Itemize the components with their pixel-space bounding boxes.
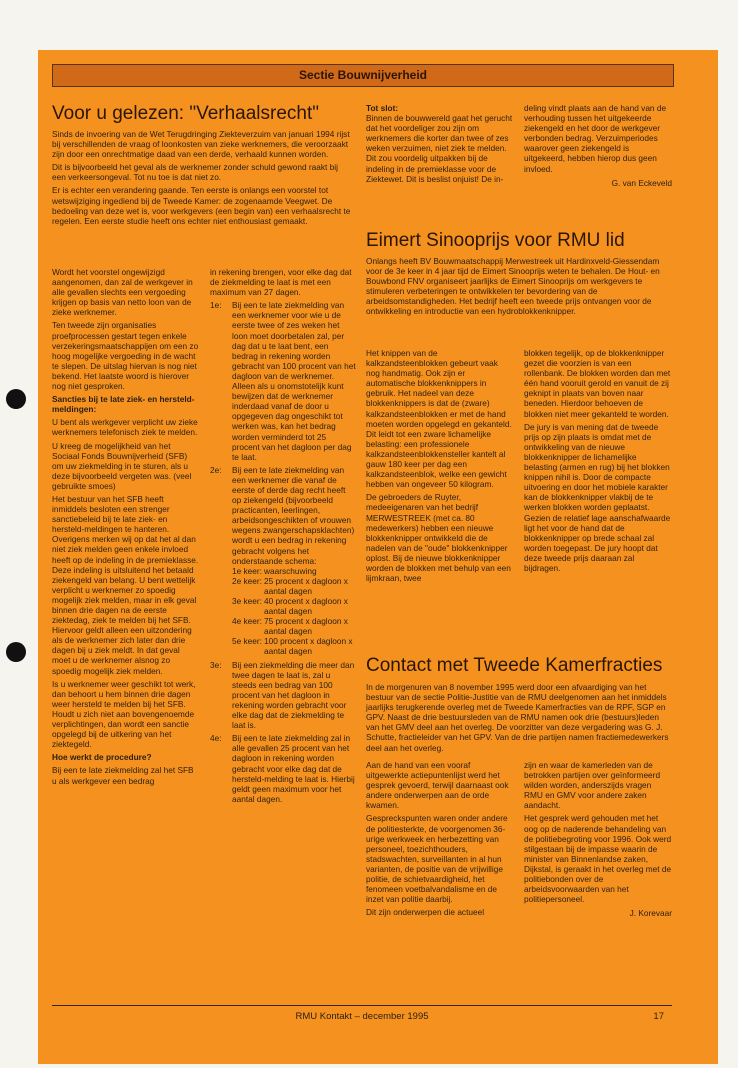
article-title-eimert-sinooprijs: Eimert Sinooprijs voor RMU lid	[366, 230, 625, 251]
paragraph: U kreeg de mogelijkheid van het Sociaal Fonds Bouwnijverheid (SFB) om uw ziekmelding in te sturen, als u deze bijvoorbeeld vergeten was. (veel gebruikte smoes)	[52, 440, 192, 491]
signature: G. van Eckeveld	[611, 177, 672, 188]
schema-row: 2e keer: 25 procent x dagloon x aantal dagen	[232, 575, 348, 596]
paragraph: deling vindt plaats aan de hand van de verhouding tussen het uitgekeerde ziekengeld en het door de werkgever verbonden bedrag. Verzuimperiodes waarover geen ziekengeld is uitgekeerd, hebben hierop dus geen invloed.	[524, 103, 667, 174]
article3-column-2	[524, 760, 672, 918]
article-title-tweede-kamerfracties: Contact met Tweede Kamerfracties	[366, 655, 663, 676]
article1-column-1	[52, 267, 200, 789]
schema-row: 5e keer: 100 procent x dagloon x aantal dagen	[232, 636, 353, 657]
subheading: Hoe werkt de procedure?	[52, 752, 152, 763]
paragraph: Binnen de bouwwereld gaat het gerucht dat het voordeliger zou zijn om werknemers die korter dan twee of zes weken verzuimen, niet ziek te melden. Dit zou voordelig uitpakken bij de indeling in de premieklasse voor de Ziektewet. Dit is beslist onjuist! De in-	[366, 113, 513, 184]
paragraph: De jury is van mening dat de tweede prijs op zijn plaats is omdat met de ontwikkeling van de nieuwe blokkenknipper de lichamelijke belasting (armen en rug) bij het blokken knippen nihil is. Door de compacte uitvoering en door het mobiele karakter kan de blokkenknipper vlakbij de te werken blokken worden geplaatst. Gezien de relatief lage aanschafwaarde ligt het voor de hand dat de blokkenknipper op brede schaal zal worden toegepast. De jury hoopt dat deze tweede prijs daaraan zal bijdragen.	[524, 421, 671, 573]
schema-row: 4e keer: 75 procent x dagloon x aantal dagen	[232, 616, 348, 637]
article-intro	[366, 682, 672, 756]
paragraph: Is u werknemer weer geschikt tot werk, dan behoort u hem binnen drie dagen weer hersteld te melden bij het SFB. Houdt u zich niet aan bovengenoemde verplichtingen, dan wordt een sanctie opgelegd bij de uitkering van het ziektegeld.	[52, 678, 196, 750]
paragraph: De gebroeders de Ruyter, medeeigenaren van het bedrijf MERWESTREEK (met ca. 80 medewerkers) hebben een nieuwe blokkenknipper ontwikkeld die de nadelen van de "oude" blokkenknipper oplost. Bij de nieuwe blokkenknipper worden de blokken met behulp van een lijmkraan, twee	[366, 492, 511, 584]
list-item	[210, 660, 356, 731]
article-intro	[52, 129, 352, 229]
schema-row: 3e keer: 40 procent x dagloon x aantal dagen	[232, 596, 348, 617]
paragraph: In de morgenuren van 8 november 1995 werd door een afvaardiging van het bestuur van de sectie Politie-Justitie van de RMU deelgenomen aan het inmiddels jaarlijks terugkerende overleg met de Tweede Kamerfracties van de RPF, SGP en GPV. Naast de drie bestuursleden van de RMU namen ook drie (bestuurs)leden van het GMV deel aan het overleg. De voorzitter van deze vergadering was G. J. Schutte, fractieleider van het GPV. Van de drie partijen namen fractiemedewerkers deel aan het overleg.	[366, 682, 669, 753]
signature: J. Korevaar	[629, 908, 672, 919]
paragraph: Ten tweede zijn organisaties proefprocessen gestart tegen enkele verzekeringsmaatschappijen om een zo hoog mogelijke vergoeding in de wacht te slepen. De uitslag hiervan is nog niet bekend. Het laatste woord is hierover nog niet gesproken.	[52, 320, 199, 392]
item-text: Bij een ziekmelding die meer dan twee dagen te laat is, zal u steeds een bedrag van 100 procent van het dagloon in rekening worden gebracht voor elke dag dat de ziekmelding te laat is.	[232, 659, 355, 731]
item-text: Bij een te late ziekmelding van een werknemer voor wie u de eerste twee of zes weken het loon moet doorbetalen zal, per dag dat u te laat bent, een bedrag in rekening worden gebracht van 100 procent van het dagloon van de werknemer. Alleen als u onomstotelijk kunt bewijzen dat de werknemer inderdaad vanaf de door u opgegeven dag ongeschikt tot werken was, kan het bedrag worden verminderd tot 25 procent van het dagloon per dag te laat.	[232, 300, 356, 462]
article3-column-1	[366, 760, 514, 920]
article-intro	[366, 256, 672, 320]
tot-slot-column-2	[524, 103, 672, 188]
list-item	[210, 465, 356, 657]
paragraph: Het bestuur van het SFB heeft inmiddels besloten een strenger sanctiebeleid bij te late ziek- en hersteld-meldingen te hanteren. Overigens merken wij op dat het al dan niet ziek melden geen enkele invloed heeft op de indeling in de premieklasse. Deze indeling is uitsluitend het betaald ziekengeld van belang. U bent wettelijk verplicht u werknemer zo spoedig mogelijk ziek melden, maar in elk geval binnen drie dagen na de eerste ziektedag, ziek te melden bij het SFB. Hiervoor geldt alleen een uitzondering als de werknemer zich later dan drie dagen bij u ziek meldt. In dat geval moet u de werknemer alsnog zo spoedig mogelijk ziek melden.	[52, 493, 199, 676]
paragraph: zijn en waar de kamerleden van de betrokken partijen over geïnformeerd wilden worden, anderszijds vragen RMU en GMV voor andere zaken aandacht.	[524, 760, 661, 811]
paragraph: Sinds de invoering van de Wet Terugdringing Ziekteverzuim van januari 1994 rijst bij verschillenden de vraag of loonkosten van zieke werknemers, die veroorzaakt zijn door een onrechtmatige daad van een derde, verhaald kunnen worden.	[52, 129, 350, 160]
paragraph: Aan de hand van een vooraf uitgewerkte actiepuntenlijst werd het gesprek gevoerd, terwijl daarnaast ook andere onderwerpen aan de orde kwamen.	[366, 760, 509, 811]
item-number: 3e:	[210, 659, 222, 670]
paragraph: in rekening brengen, voor elke dag dat de ziekmelding te laat is met een maximum van 27 dagen.	[210, 267, 352, 298]
footer-rule	[52, 1005, 672, 1006]
page-footer	[52, 1011, 672, 1022]
item-number: 2e:	[210, 464, 222, 475]
footer-publication: RMU Kontakt – december 1995	[295, 1011, 429, 1022]
punch-hole	[6, 642, 26, 662]
paragraph: Dit is bijvoorbeeld het geval als de werknemer zonder schuld gewond raakt bij een verkeersongeval. Tot nu toe is dat niet zo.	[52, 162, 338, 183]
paragraph: Het knippen van de kalkzandsteenblokken gebeurt vaak nog handmatig. Ook zijn er automatische blokkenknippers in gebruik. Het nadeel van deze blokkenknippers is dat de (zware) kalkzandsteenblokken er met de hand moeten worden opgelegd en gekanteld. Dit leidt tot een zware lichamelijke belasting: een professionele kalkzandsteenblokkensteller kantelt al gauw 180 keer per dag een kalkzandsteenblok, welke een gewicht hebben van ongeveer 50 kilogram.	[366, 348, 512, 490]
article2-column-2	[524, 348, 672, 576]
punch-hole	[6, 389, 26, 409]
schema-row: 1e keer: waarschuwing	[232, 565, 317, 576]
article2-column-1	[366, 348, 514, 586]
list-item	[210, 733, 356, 804]
paragraph: Onlangs heeft BV Bouwmaatschappij Merwestreek uit Hardinxveld-Giessendam voor de 3e keer in 4 jaar tijd de Eimert Sinooprijs weten te behalen. De Hout- en Bouwbond FNV organiseert jaarlijks de Eimert Sinooprijs om werkgevers te stimuleren verbeteringen te ontwikkelen ter bevordering van de arbeidsomstandigheden. Het bedrijf heeft een tweede prijs ontvangen voor de ontwikkeling en introductie van een hydroblokkenknipper.	[366, 256, 660, 317]
article-title-verhaalsrecht: Voor u gelezen: "Verhaalsrecht"	[52, 103, 319, 124]
item-text: Bij een te late ziekmelding zal in alle gevallen 25 procent van het dagloon in rekening worden gebracht voor elke dag dat de hersteld-melding te laat is. Hierbij geldt geen maximum voor het aantal dagen.	[232, 733, 355, 804]
item-number: 1e:	[210, 300, 222, 311]
subheading: Sancties bij te late ziek- en hersteld-meldingen:	[52, 394, 195, 415]
tot-slot-column-1	[366, 103, 514, 187]
list-item	[210, 300, 356, 462]
item-text: Bij een te late ziekmelding van een werknemer die vanaf de eerste of derde dag recht heeft op ziekengeld (bijvoorbeeld practicanten, leerlingen, arbeidsongeschikten of vrouwen wegens zwangerschapsklachten) wordt u een bedrag in rekening gebracht volgens het onderstaande schema:	[232, 464, 355, 566]
page-number: 17	[653, 1011, 664, 1022]
paragraph: blokken tegelijk, op de blokkenknipper gezet die voorzien is van een rollenbank. De blokken worden dan met één hand vooruit gerold en vanuit de zij geknipt in plaats van boven naar beneden. Hierdoor behoeven de blokken niet meer gekanteld te worden.	[524, 348, 671, 419]
paragraph: Gespreckspunten waren onder andere de politiesterkte, de voorgenomen 36-urige werkweek en herbezetting van personeel, toezichthouders, stadswachten, surveillanten in al hun varianten, de positie van de vrijwillige politie, de schietvaardigheid, het fenomeen voetbalvandalisme en de inzet van politie daarbij.	[366, 813, 508, 905]
item-number: 4e:	[210, 733, 222, 744]
paragraph: Wordt het voorstel ongewijzigd aangenomen, dan zal de werkgever in alle gevallen slechts een vergoeding krijgen op basis van netto loon van de zieke werknemer.	[52, 267, 193, 318]
article1-column-2	[210, 267, 356, 807]
subheading: Tot slot:	[366, 103, 399, 113]
paragraph: Dit zijn onderwerpen die actueel	[366, 907, 485, 918]
paragraph: U bent als werkgever verplicht uw zieke werknemers telefonisch ziek te melden.	[52, 417, 198, 438]
section-header: Sectie Bouwnijverheid	[52, 64, 674, 87]
paragraph: Het gesprek werd gehouden met het oog op de naderende behandeling van de politiebegroting voor 1996. Ook werd stilgestaan bij de impasse waarin de minister van Binnenlandse zaken, Dijkstal, is geraakt in het overleg met de politiebonden over de arbeidsvoorwaarden van het politiepersoneel.	[524, 813, 672, 905]
paragraph: Er is echter een verandering gaande. Ten eerste is onlangs een voorstel tot wetswijziging ingediend bij de Tweede Kamer: de zogenaamde Veegwet. De bedoeling van deze wet is, voor werkgevers (een begin van) een verhaalsrecht te regelen. Een eerste studie heeft ons echter niet enthousiast gemaakt.	[52, 185, 351, 226]
paragraph: Bij een te late ziekmelding zal het SFB u als werkgever een bedrag	[52, 765, 194, 786]
